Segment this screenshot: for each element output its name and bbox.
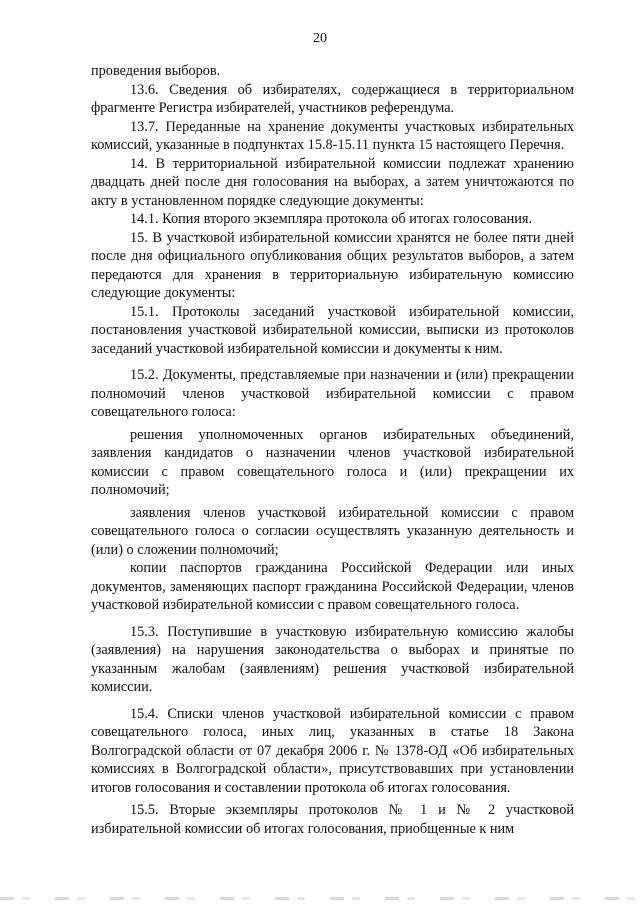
paragraph: копии паспортов гражданина Российской Федерации или иных документов, заменяющих паспорт гражданина Российской Федерации, членов участковой избирательной комиссии с правом совещательного голоса. <box>91 560 574 613</box>
document-body <box>91 62 574 838</box>
paragraph: заявления членов участковой избирательной комиссии с правом совещательного голоса о согласии осуществлять указанную деятельность и (или) о сложении полномочий; <box>91 504 574 558</box>
page-number: 20 <box>313 31 327 46</box>
paragraph: решения уполномоченных органов избирательных объединений, заявления кандидатов о назначении членов участковой избирательной комиссии с правом совещательного голоса и (или) прекращении их полномочий; <box>91 426 574 498</box>
paragraph: 15.4. Списки членов участковой избирательной комиссии с правом совещательного голоса, иных лиц, указанных в статье 18 Закона Волгоградской области от 07 декабря 2006 г. № 1378-ОД «Об избирательных комиссиях в Волгоградской области», присутствовавших при установлении итогов голосования и составлении протокола об итогах голосования. <box>91 705 574 796</box>
scan-artifact <box>0 897 640 900</box>
paragraph: 15.1. Протоколы заседаний участковой избирательной комиссии, постановления участковой избирательной комиссии, выписки из протоколов заседаний участковой избирательной комиссии и документы к ним. <box>91 303 574 357</box>
paragraph: 15.5. Вторые экземпляры протоколов № 1 и № 2 участковой избирательной комиссии об итогах голосования, приобщенные к ним <box>91 802 574 837</box>
paragraph: 15. В участковой избирательной комиссии хранятся не более пяти дней после дня официального опубликования общих результатов выборов, а затем передаются для хранения в территориальную избирательную комиссию следующие документы: <box>91 229 574 301</box>
paragraph: 14.1. Копия второго экземпляра протокола об итогах голосования. <box>130 211 533 227</box>
paragraph: 15.2. Документы, представляемые при назначении и (или) прекращении полномочий членов участковой избирательной комиссии с правом совещательного голоса: <box>91 367 574 420</box>
paragraph: проведения выборов. <box>91 63 221 79</box>
paragraph: 13.7. Переданные на хранение документы участковых избирательных комиссий, указанные в подпунктах 15.8-15.11 пункта 15 настоящего Перечня. <box>91 118 574 153</box>
paragraph: 14. В территориальной избирательной комиссии подлежат хранению двадцать дней после дня голосования на выборах, а затем уничтожаются по акту в установленном порядке следующие документы: <box>91 155 574 209</box>
paragraph: 13.6. Сведения об избирателях, содержащиеся в территориальном фрагменте Регистра избирателей, участников референдума. <box>91 81 574 116</box>
paragraph: 15.3. Поступившие в участковую избирательную комиссию жалобы (заявления) на нарушения законодательства о выборах и принятые по указанным жалобам (заявлениям) решения участковой избирательной комиссии. <box>91 623 574 695</box>
